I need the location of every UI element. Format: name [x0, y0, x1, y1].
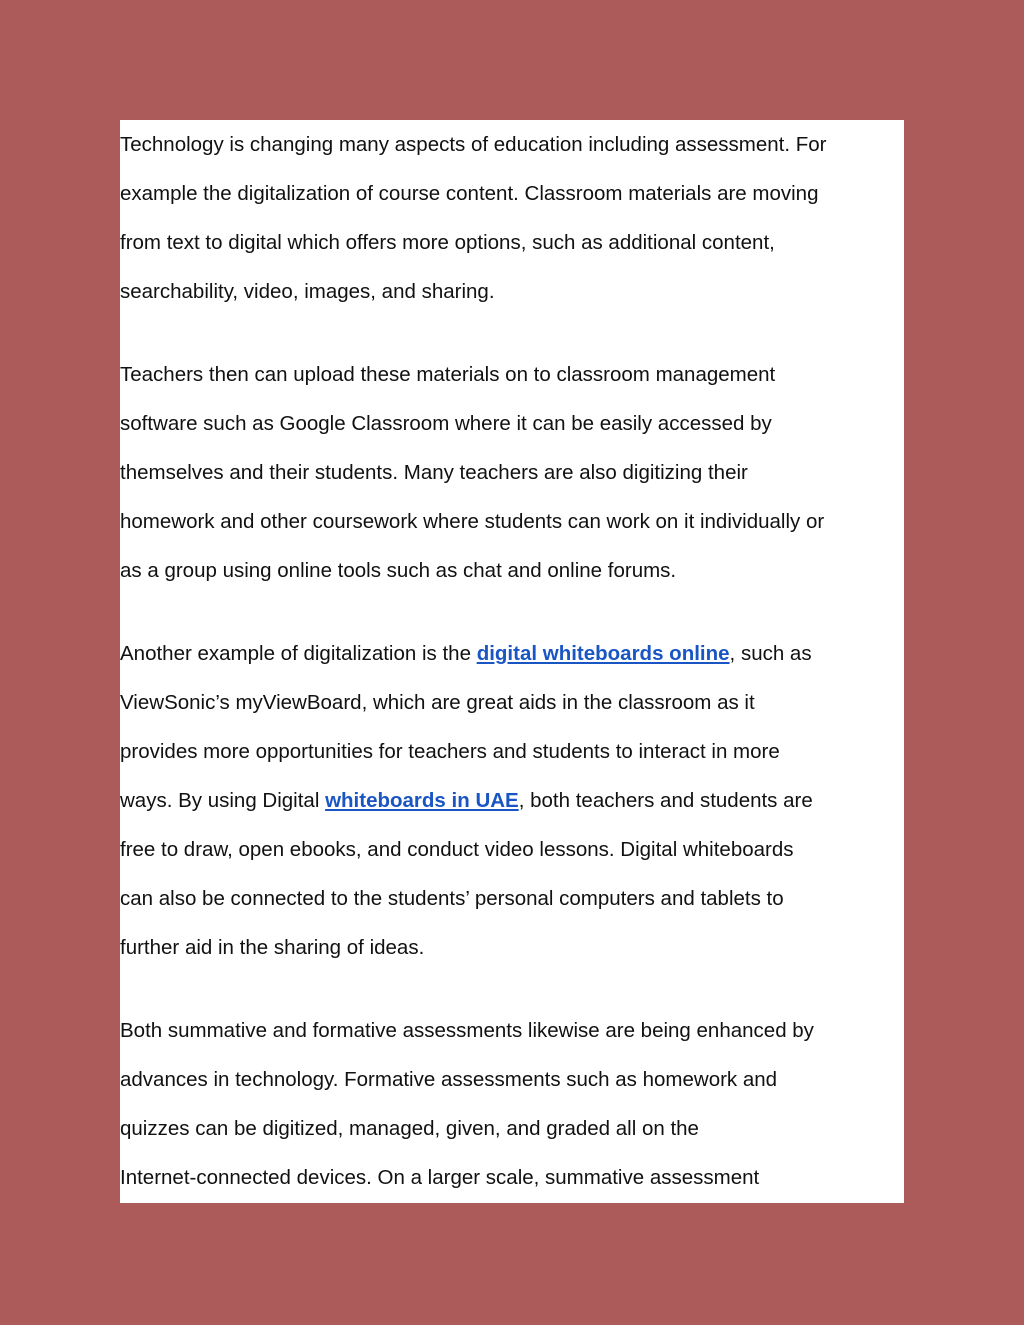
- whiteboards-in-uae-link[interactable]: whiteboards in UAE: [325, 789, 519, 812]
- text-segment: , both teachers and students are: [518, 789, 813, 812]
- paragraph-1: [120, 120, 904, 316]
- text-line: advances in technology. Formative assessments such as homework and: [120, 1068, 778, 1091]
- text-line: can also be connected to the students’ personal computers and tablets to: [120, 887, 784, 910]
- text-line: ViewSonic’s myViewBoard, which are great aids in the classroom as it: [120, 691, 755, 714]
- text-line: provides more opportunities for teachers and students to interact in more: [120, 740, 780, 763]
- text-segment: , such as: [729, 642, 812, 665]
- text-line: [120, 629, 904, 678]
- text-line: Teachers then can upload these materials on to classroom management: [120, 363, 776, 386]
- text-line: searchability, video, images, and sharing.: [120, 280, 495, 303]
- text-line: example the digitalization of course content. Classroom materials are moving: [120, 182, 819, 205]
- paragraph-3: [120, 629, 904, 972]
- text-line: further aid in the sharing of ideas.: [120, 936, 425, 959]
- text-line: as a group using online tools such as chat and online forums.: [120, 559, 677, 582]
- text-line: homework and other coursework where students can work on it individually or: [120, 510, 825, 533]
- paragraph-2: [120, 350, 904, 595]
- paragraph-4: [120, 1006, 904, 1202]
- text-line: from text to digital which offers more options, such as additional content,: [120, 231, 775, 254]
- text-segment: ways. By using Digital: [120, 789, 326, 812]
- digital-whiteboards-online-link[interactable]: digital whiteboards online: [476, 642, 730, 665]
- text-line: [120, 776, 904, 825]
- text-line: Technology is changing many aspects of education including assessment. For: [120, 133, 827, 156]
- text-line: themselves and their students. Many teachers are also digitizing their: [120, 461, 748, 484]
- document-page: [120, 120, 904, 1203]
- text-line: quizzes can be digitized, managed, given, and graded all on the: [120, 1117, 699, 1140]
- text-line: free to draw, open ebooks, and conduct video lessons. Digital whiteboards: [120, 838, 794, 861]
- text-segment: Another example of digitalization is the: [120, 642, 477, 665]
- text-line: software such as Google Classroom where it can be easily accessed by: [120, 412, 772, 435]
- text-line: Internet-connected devices. On a larger scale, summative assessment: [120, 1166, 760, 1189]
- text-line: Both summative and formative assessments likewise are being enhanced by: [120, 1019, 814, 1042]
